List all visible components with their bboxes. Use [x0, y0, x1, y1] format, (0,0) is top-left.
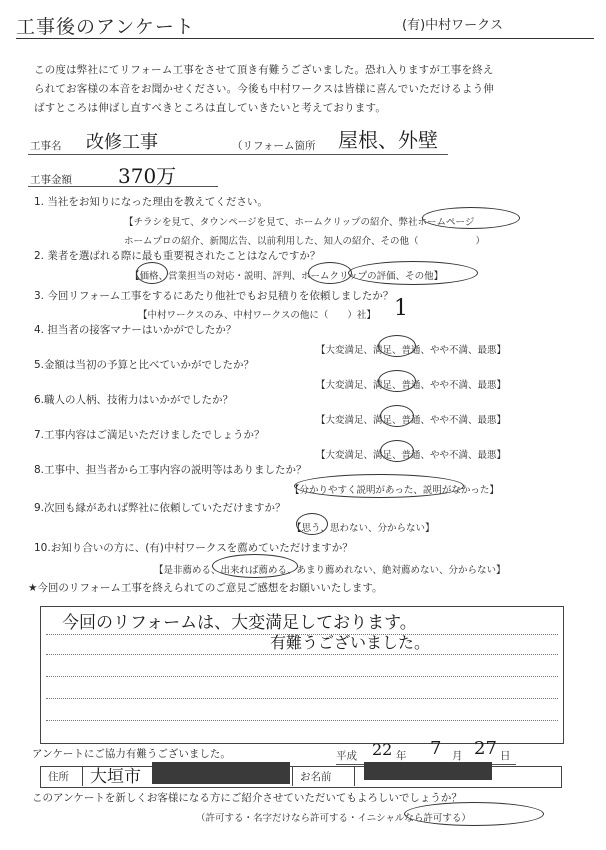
- redaction-bar: [152, 762, 290, 784]
- redaction-bar: [364, 762, 492, 780]
- address-value[interactable]: 大垣市: [90, 767, 141, 787]
- impressions-rule: [46, 654, 558, 655]
- impressions-rule: [46, 698, 558, 699]
- answer-q3-count[interactable]: 1: [394, 296, 408, 321]
- address-divider: [82, 766, 83, 786]
- answer-circle-consent[interactable]: [404, 802, 544, 826]
- amount-underline: [28, 186, 218, 187]
- answer-circle-q10[interactable]: [212, 554, 298, 578]
- answer-circle-q2-reputation[interactable]: [308, 262, 352, 284]
- date-month-unit: 月: [452, 750, 463, 762]
- impressions-rule: [46, 720, 558, 721]
- question-8-options: 【分かりやすく説明があった、説明がなかった】: [290, 485, 499, 496]
- location-label: （リフォーム箇所: [232, 140, 316, 152]
- date-era: 平成: [336, 750, 357, 762]
- impressions-handwriting-line-1: 今回のリフォームは、大変満足しております。: [62, 613, 417, 633]
- date-year[interactable]: 22: [372, 740, 393, 759]
- question-4: 4. 担当者の接客マナーはいかがでしたか？: [34, 324, 237, 336]
- question-7-options: 【大変満足、満足、普通、やや不満、最悪】: [316, 450, 507, 461]
- impressions-handwriting-line-2: 有難うございました。: [270, 633, 431, 652]
- question-2: 2. 業者を選ばれる際に最も重要視されたことはなんですか？: [34, 250, 321, 262]
- question-10: 10.お知り合いの方に、(有)中村ワークスを薦めていただけますか？: [34, 542, 353, 554]
- answer-circle-q2-review[interactable]: [348, 261, 478, 285]
- question-9: 9.次回も縁があれば弊社に依頼していただけますか？: [34, 502, 286, 514]
- consent-options: （許可する・名字だけなら許可する・イニシャルなら許可する）: [196, 813, 471, 824]
- thanks-text: アンケートにご協力有難うございました。: [32, 748, 231, 760]
- title-underline: [16, 38, 594, 39]
- question-7: 7.工事内容はご満足いただけましたでしょうか？: [34, 429, 265, 441]
- amount-value[interactable]: 370万: [118, 164, 177, 188]
- question-5: 5.金額は当初の予算と比べていかがでしたか？: [34, 359, 255, 371]
- question-1-options-line-1: 【チラシを見て、タウンページを見て、ホームクリップの紹介、弊社ホームページ: [124, 217, 475, 228]
- work-name-value[interactable]: 改修工事: [86, 132, 158, 153]
- question-8: 8.工事中、担当者から工事内容の説明等はありましたか？: [34, 464, 307, 476]
- intro-line-3: ばすところは伸ばし直すべきところは直していきたいと考えております。: [34, 102, 387, 114]
- intro-line-2: られてお客様の本音をお聞かせください。今後も中村ワークスは皆様に喜んでいただけるよう伸: [34, 83, 494, 95]
- question-3: 3. 今回リフォーム工事をするにあたり他社でもお見積りを依頼しましたか？: [34, 290, 394, 302]
- answer-circle-q7[interactable]: [380, 440, 414, 462]
- question-3-options: 【中村ワークスのみ、中村ワークスの他に（ ）社】: [138, 310, 376, 321]
- consent-question: このアンケートを新しくお客様になる方にご紹介させていただいてもよろしいでしょうか？: [32, 792, 462, 804]
- date-month[interactable]: 7: [430, 738, 442, 759]
- amount-label: 工事金額: [30, 174, 72, 186]
- work-name-underline: [28, 154, 448, 155]
- answer-circle-q6[interactable]: [380, 405, 414, 427]
- name-divider-2: [354, 766, 355, 786]
- work-name-label: 工事名: [30, 140, 62, 152]
- answer-circle-q9[interactable]: [296, 513, 328, 535]
- date-day[interactable]: 27: [474, 738, 497, 759]
- name-divider: [292, 766, 293, 786]
- intro-line-1: この度は弊社にてリフォーム工事をさせて頂き有難うございました。恐れ入りますが工事を終え: [34, 64, 494, 76]
- question-9-options: 【思う、思わない、分からない】: [292, 523, 435, 534]
- question-6: 6.職人の人柄、技術力はいかがでしたか？: [34, 394, 234, 406]
- address-label: 住所: [48, 771, 69, 783]
- question-1: 1. 当社をお知りになった理由を教えてください。: [34, 196, 268, 208]
- date-day-unit: 日: [500, 750, 511, 762]
- answer-circle-q1[interactable]: [422, 207, 520, 229]
- question-5-options: 【大変満足、満足、普通、やや不満、最悪】: [316, 380, 507, 391]
- location-value[interactable]: 屋根、外壁: [338, 128, 438, 152]
- answer-circle-q4[interactable]: [378, 335, 416, 357]
- question-4-options: 【大変満足、満足、普通、やや不満、最悪】: [316, 345, 507, 356]
- impressions-prompt: ★今回のリフォーム工事を終えられてのご意見ご感想をお願いいたします。: [28, 582, 383, 594]
- answer-circle-q2-price[interactable]: [136, 262, 168, 284]
- name-label: お名前: [300, 771, 332, 783]
- company-name: (有)中村ワークス: [402, 18, 504, 33]
- question-10-options: 【是非薦める、出来れば薦める、あまり薦めれない、絶対薦めない、分からない】: [154, 565, 506, 576]
- question-2-options: 【価格、営業担当の対応・説明、評判、ホームクリップの評価、その他】: [130, 271, 444, 282]
- question-1-options-line-2: ホームプロの紹介、新聞広告、以前利用した、知人の紹介、その他（ ）: [124, 236, 486, 247]
- date-year-unit: 年: [396, 750, 407, 762]
- impressions-rule: [46, 676, 558, 677]
- form-title: 工事後のアンケート: [16, 16, 195, 38]
- question-6-options: 【大変満足、満足、普通、やや不満、最悪】: [316, 415, 507, 426]
- answer-circle-q8[interactable]: [294, 474, 464, 498]
- answer-circle-q5[interactable]: [378, 370, 416, 392]
